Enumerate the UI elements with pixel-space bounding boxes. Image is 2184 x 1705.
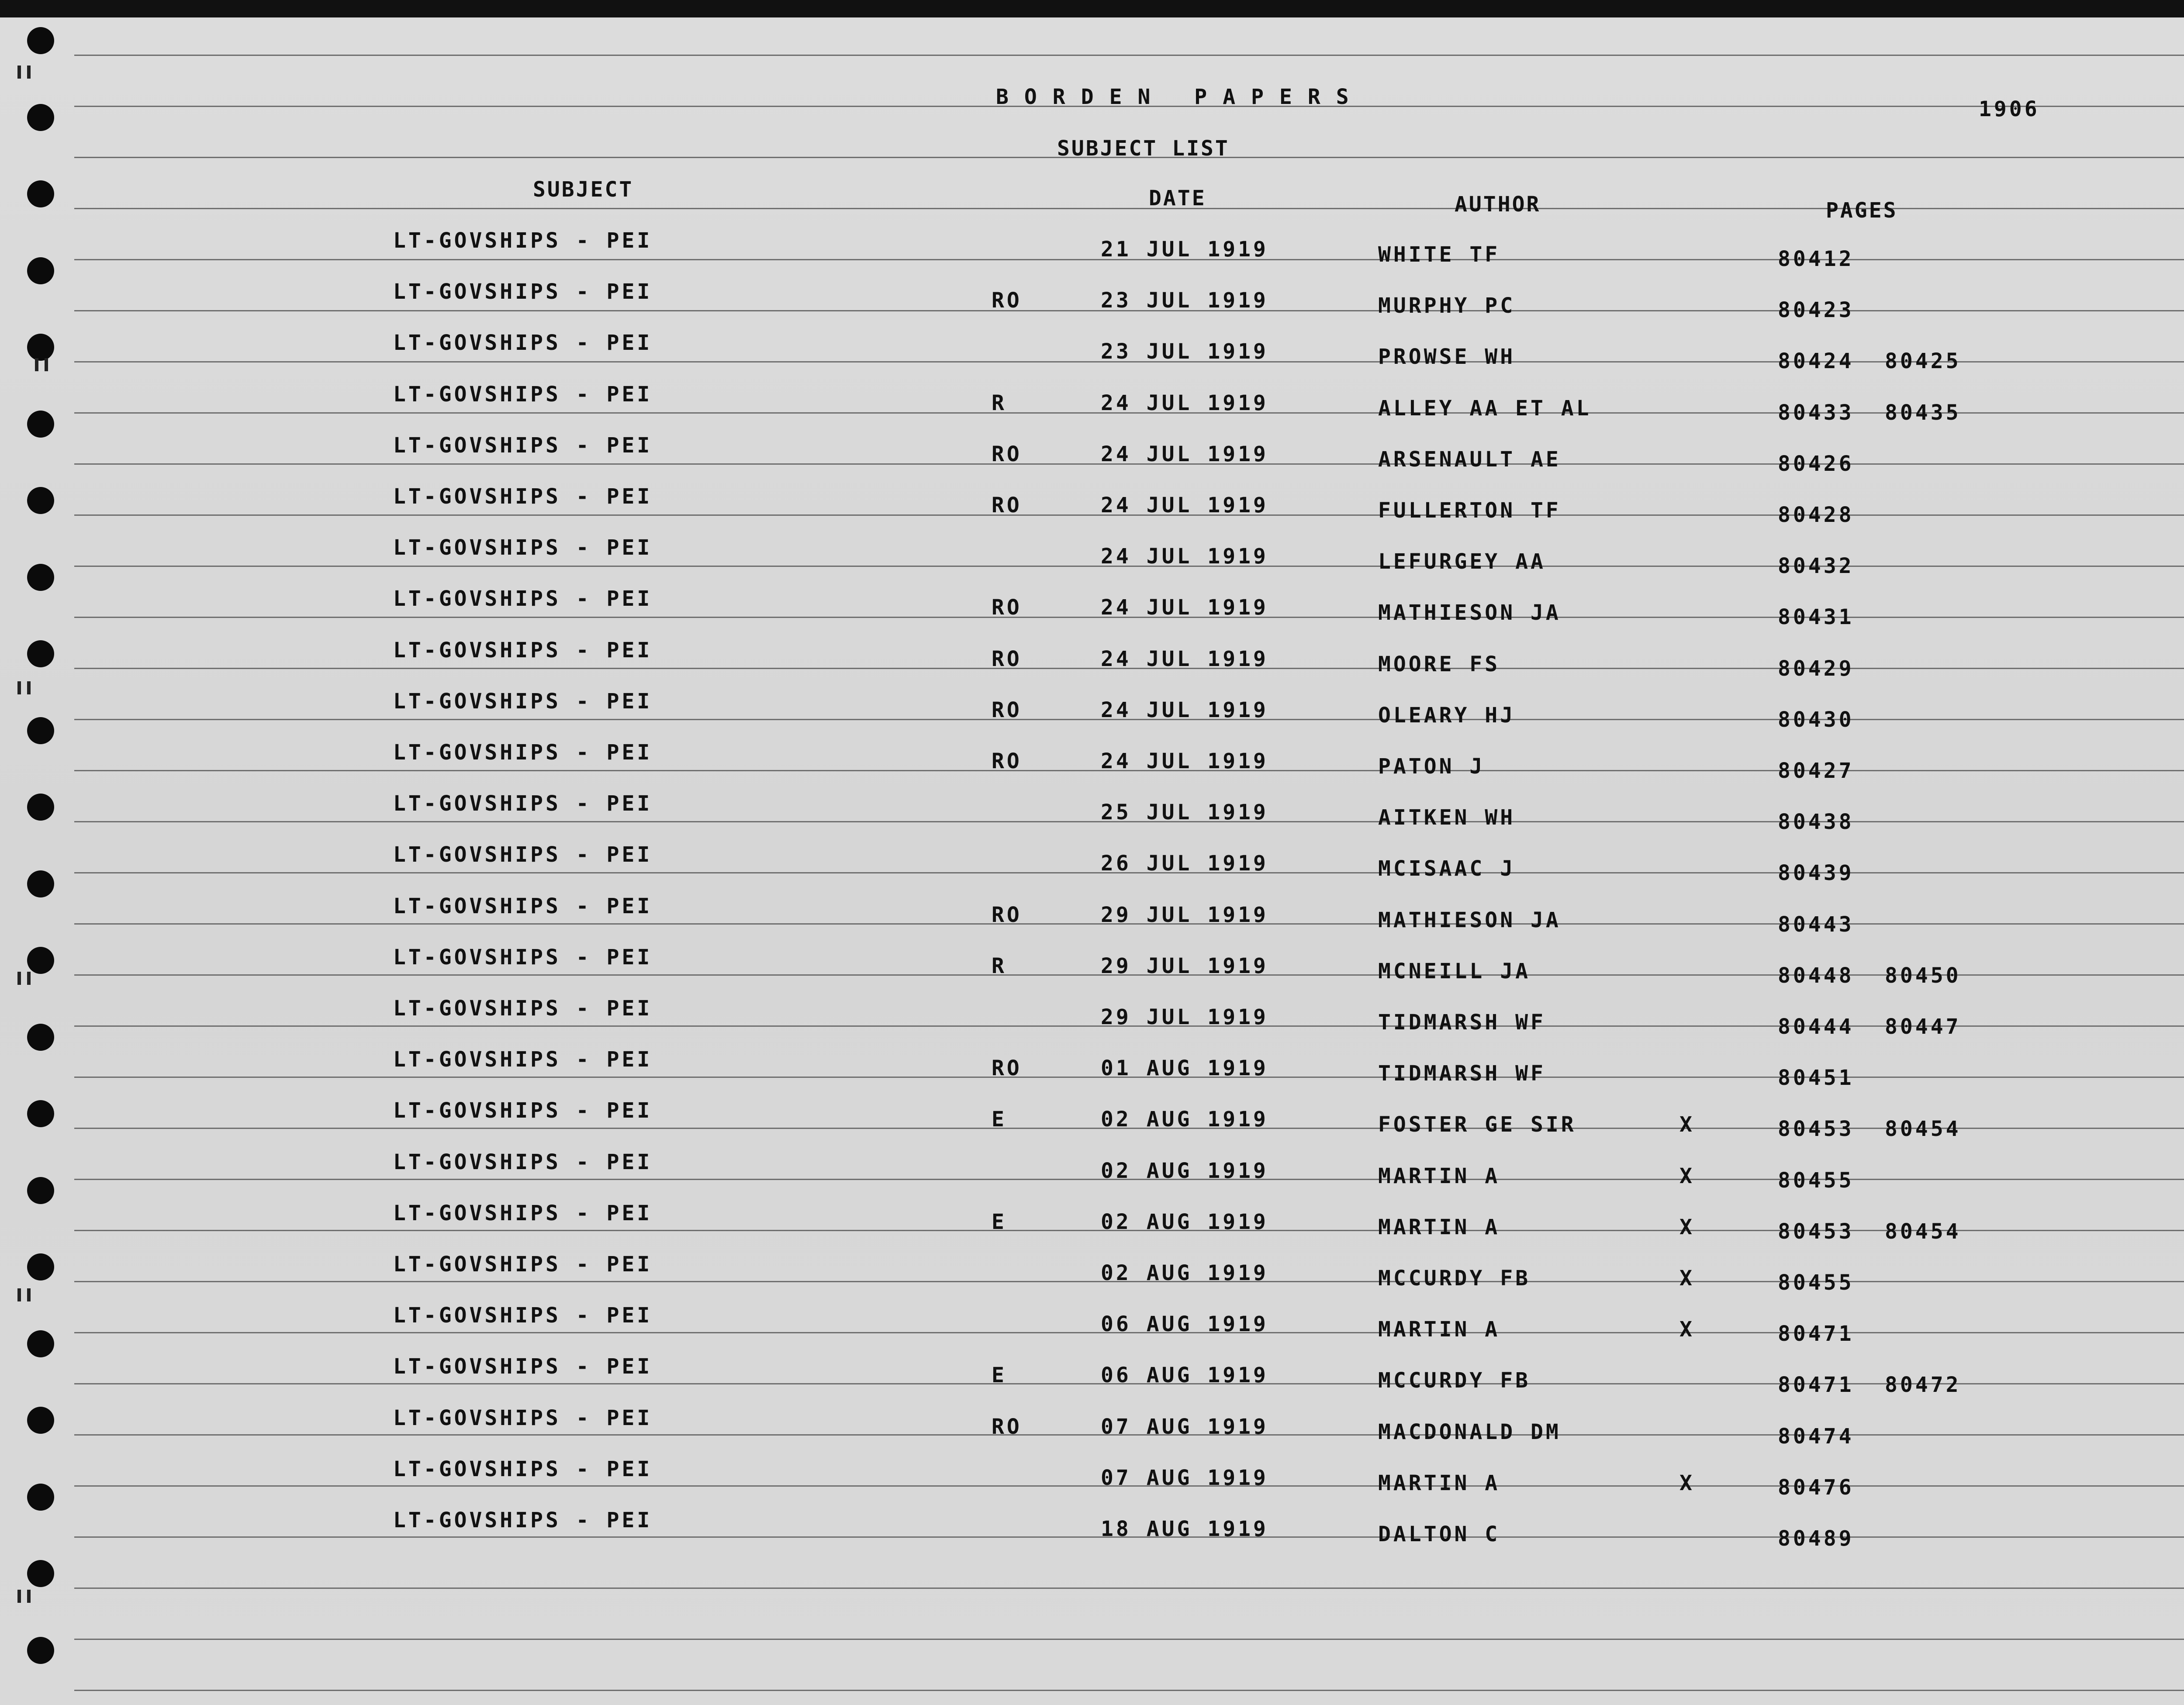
feed-hole	[27, 487, 54, 514]
cell-author: MOORE FS	[1378, 652, 1500, 676]
feed-hole	[27, 334, 54, 361]
cell-author: MATHIESON JA	[1378, 601, 1561, 625]
cell-date: 24 JUL 1919	[1101, 493, 1268, 518]
cell-date: 18 AUG 1919	[1101, 1517, 1268, 1541]
cell-date: 24 JUL 1919	[1101, 442, 1268, 466]
cell-date: 29 JUL 1919	[1101, 902, 1268, 927]
perforation-mark	[27, 1590, 31, 1603]
perforation-mark	[17, 681, 21, 694]
cell-subject: LT-GOVSHIPS - PEI	[393, 535, 653, 560]
cell-subject: LT-GOVSHIPS - PEI	[393, 1405, 653, 1430]
cell-page-start: 80444	[1778, 1015, 1854, 1039]
cell-author: MCCURDY FB	[1378, 1368, 1531, 1393]
ruled-line	[74, 1639, 2184, 1640]
cell-page-start: 80453	[1778, 1219, 1854, 1244]
cell-author: OLEARY HJ	[1378, 703, 1516, 728]
cell-author: ARSENAULT AE	[1378, 447, 1561, 472]
cell-date: 06 AUG 1919	[1101, 1363, 1268, 1388]
cell-code: R	[992, 953, 1007, 978]
feed-hole	[27, 1100, 54, 1127]
cell-date: 23 JUL 1919	[1101, 288, 1268, 313]
cell-page-end: 80435	[1885, 400, 1961, 425]
cell-subject: LT-GOVSHIPS - PEI	[393, 587, 653, 611]
cell-page-end: 80472	[1885, 1373, 1961, 1398]
feed-hole	[27, 1560, 54, 1587]
cell-subject: LT-GOVSHIPS - PEI	[393, 1098, 653, 1123]
ruled-line	[74, 1588, 2184, 1589]
feed-hole	[27, 1177, 54, 1204]
cell-page-start: 80455	[1778, 1270, 1854, 1295]
feed-hole	[27, 1484, 54, 1511]
cell-date: 07 AUG 1919	[1101, 1465, 1268, 1490]
cell-page-start: 80423	[1778, 298, 1854, 323]
cell-subject: LT-GOVSHIPS - PEI	[393, 1252, 653, 1277]
cell-page-start: 80471	[1778, 1322, 1854, 1346]
cell-author: MCCURDY FB	[1378, 1266, 1531, 1291]
feed-hole	[27, 870, 54, 897]
feed-hole	[27, 640, 54, 667]
cell-author: DALTON C	[1378, 1522, 1500, 1546]
cell-code: E	[992, 1363, 1007, 1388]
cell-flag: X	[1679, 1215, 1695, 1239]
cell-subject: LT-GOVSHIPS - PEI	[393, 433, 653, 458]
cell-page-end: 80447	[1885, 1015, 1961, 1039]
ruled-line	[74, 1690, 2184, 1691]
cell-date: 24 JUL 1919	[1101, 749, 1268, 773]
feed-hole	[27, 1253, 54, 1280]
cell-page-start: 80489	[1778, 1526, 1854, 1551]
cell-subject: LT-GOVSHIPS - PEI	[393, 228, 653, 253]
cell-author: MATHIESON JA	[1378, 908, 1561, 932]
cell-subject: LT-GOVSHIPS - PEI	[393, 280, 653, 304]
cell-page-start: 80476	[1778, 1475, 1854, 1500]
feed-hole	[27, 1330, 54, 1357]
cell-date: 06 AUG 1919	[1101, 1312, 1268, 1337]
feed-hole	[27, 180, 54, 207]
cell-page-start: 80426	[1778, 451, 1854, 476]
feed-hole	[27, 411, 54, 438]
cell-code: E	[992, 1209, 1007, 1234]
cell-subject: LT-GOVSHIPS - PEI	[393, 945, 653, 970]
page-number: 1906	[1979, 97, 2040, 121]
cell-author: TIDMARSH WF	[1378, 1010, 1546, 1035]
cell-code: RO	[992, 1414, 1022, 1439]
cell-date: 07 AUG 1919	[1101, 1414, 1268, 1439]
cell-page-start: 80433	[1778, 400, 1854, 425]
cell-date: 21 JUL 1919	[1101, 237, 1268, 262]
cell-subject: LT-GOVSHIPS - PEI	[393, 996, 653, 1021]
cell-page-start: 80471	[1778, 1373, 1854, 1398]
cell-code: R	[992, 390, 1007, 415]
cell-page-start: 80430	[1778, 707, 1854, 732]
cell-page-start: 80427	[1778, 759, 1854, 783]
cell-page-end: 80450	[1885, 963, 1961, 988]
cell-date: 24 JUL 1919	[1101, 390, 1268, 415]
cell-page-start: 80451	[1778, 1066, 1854, 1091]
column-header-subject: SUBJECT	[533, 177, 634, 202]
cell-flag: X	[1679, 1163, 1695, 1188]
cell-author: LEFURGEY AA	[1378, 549, 1546, 574]
cell-subject: LT-GOVSHIPS - PEI	[393, 1303, 653, 1328]
cell-page-end: 80454	[1885, 1117, 1961, 1142]
feed-hole	[27, 564, 54, 591]
list-subtitle: SUBJECT LIST	[1057, 136, 1230, 161]
cell-date: 02 AUG 1919	[1101, 1158, 1268, 1183]
cell-author: WHITE TF	[1378, 242, 1500, 267]
cell-subject: LT-GOVSHIPS - PEI	[393, 1354, 653, 1379]
cell-subject: LT-GOVSHIPS - PEI	[393, 894, 653, 918]
printout-paper	[0, 17, 2184, 1705]
cell-author: TIDMARSH WF	[1378, 1061, 1546, 1086]
cell-code: RO	[992, 646, 1022, 671]
perforation-mark	[17, 972, 21, 985]
ruled-line	[74, 55, 2184, 56]
cell-date: 29 JUL 1919	[1101, 953, 1268, 978]
column-header-author: AUTHOR	[1455, 192, 1541, 217]
cell-author: FULLERTON TF	[1378, 498, 1561, 523]
perforation-mark	[35, 358, 38, 371]
cell-author: MARTIN A	[1378, 1470, 1500, 1495]
feed-hole	[27, 1024, 54, 1051]
cell-author: ALLEY AA ET AL	[1378, 396, 1592, 421]
cell-subject: LT-GOVSHIPS - PEI	[393, 1047, 653, 1072]
cell-flag: X	[1679, 1317, 1695, 1342]
perforation-mark	[17, 66, 21, 79]
cell-author: MCNEILL JA	[1378, 959, 1531, 984]
perforation-mark	[45, 358, 48, 371]
cell-code: RO	[992, 1056, 1022, 1081]
cell-flag: X	[1679, 1266, 1695, 1291]
perforation-mark	[17, 1288, 21, 1301]
column-header-date: DATE	[1149, 186, 1206, 211]
cell-author: MACDONALD DM	[1378, 1419, 1561, 1444]
cell-subject: LT-GOVSHIPS - PEI	[393, 484, 653, 509]
cell-author: MARTIN A	[1378, 1215, 1500, 1239]
feed-hole	[27, 257, 54, 284]
cell-date: 23 JUL 1919	[1101, 339, 1268, 364]
cell-date: 01 AUG 1919	[1101, 1056, 1268, 1081]
cell-author: AITKEN WH	[1378, 805, 1516, 830]
cell-subject: LT-GOVSHIPS - PEI	[393, 331, 653, 355]
cell-author: PROWSE WH	[1378, 345, 1516, 369]
cell-page-start: 80412	[1778, 247, 1854, 271]
cell-code: RO	[992, 442, 1022, 466]
cell-subject: LT-GOVSHIPS - PEI	[393, 638, 653, 663]
cell-page-start: 80424	[1778, 349, 1854, 374]
cell-page-start: 80438	[1778, 810, 1854, 835]
cell-date: 02 AUG 1919	[1101, 1209, 1268, 1234]
cell-date: 29 JUL 1919	[1101, 1005, 1268, 1029]
cell-author: MARTIN A	[1378, 1163, 1500, 1188]
cell-subject: LT-GOVSHIPS - PEI	[393, 1149, 653, 1174]
cell-date: 26 JUL 1919	[1101, 851, 1268, 876]
cell-page-start: 80448	[1778, 963, 1854, 988]
cell-page-end: 80454	[1885, 1219, 1961, 1244]
cell-date: 24 JUL 1919	[1101, 544, 1268, 569]
document-title: BORDEN PAPERS	[996, 85, 1365, 109]
cell-page-start: 80439	[1778, 861, 1854, 886]
feed-hole	[27, 717, 54, 744]
cell-code: RO	[992, 902, 1022, 927]
cell-page-start: 80453	[1778, 1117, 1854, 1142]
perforation-mark	[27, 681, 31, 694]
cell-subject: LT-GOVSHIPS - PEI	[393, 1201, 653, 1225]
cell-flag: X	[1679, 1470, 1695, 1495]
perforation-mark	[17, 1590, 21, 1603]
column-header-pages: PAGES	[1826, 198, 1898, 223]
cell-author: MARTIN A	[1378, 1317, 1500, 1342]
feed-hole	[27, 1637, 54, 1664]
cell-subject: LT-GOVSHIPS - PEI	[393, 791, 653, 816]
cell-page-start: 80474	[1778, 1424, 1854, 1449]
perforation-mark	[27, 1288, 31, 1301]
cell-subject: LT-GOVSHIPS - PEI	[393, 1508, 653, 1532]
feed-hole	[27, 1407, 54, 1434]
cell-page-start: 80429	[1778, 656, 1854, 681]
feed-hole	[27, 104, 54, 131]
cell-subject: LT-GOVSHIPS - PEI	[393, 842, 653, 867]
cell-date: 24 JUL 1919	[1101, 697, 1268, 722]
cell-subject: LT-GOVSHIPS - PEI	[393, 1456, 653, 1481]
feed-hole	[27, 794, 54, 821]
scan-top-border	[0, 0, 2184, 17]
cell-author: PATON J	[1378, 754, 1485, 779]
cell-code: RO	[992, 493, 1022, 518]
cell-date: 24 JUL 1919	[1101, 595, 1268, 620]
cell-subject: LT-GOVSHIPS - PEI	[393, 382, 653, 407]
cell-author: FOSTER GE SIR	[1378, 1112, 1576, 1137]
cell-code: RO	[992, 288, 1022, 313]
cell-code: RO	[992, 595, 1022, 620]
cell-date: 24 JUL 1919	[1101, 646, 1268, 671]
cell-code: RO	[992, 697, 1022, 722]
cell-page-start: 80443	[1778, 912, 1854, 937]
cell-flag: X	[1679, 1112, 1695, 1137]
cell-date: 02 AUG 1919	[1101, 1107, 1268, 1132]
cell-page-start: 80428	[1778, 503, 1854, 527]
cell-page-start: 80455	[1778, 1168, 1854, 1193]
cell-subject: LT-GOVSHIPS - PEI	[393, 689, 653, 714]
cell-author: MURPHY PC	[1378, 293, 1516, 318]
cell-date: 02 AUG 1919	[1101, 1261, 1268, 1285]
cell-date: 25 JUL 1919	[1101, 800, 1268, 825]
cell-subject: LT-GOVSHIPS - PEI	[393, 740, 653, 765]
cell-page-start: 80432	[1778, 554, 1854, 579]
feed-hole	[27, 947, 54, 974]
cell-page-start: 80431	[1778, 605, 1854, 630]
cell-page-end: 80425	[1885, 349, 1961, 374]
feed-hole	[27, 27, 54, 54]
cell-code: RO	[992, 749, 1022, 773]
perforation-mark	[27, 66, 31, 79]
cell-author: MCISAAC J	[1378, 856, 1516, 881]
cell-code: E	[992, 1107, 1007, 1132]
perforation-mark	[27, 972, 31, 985]
